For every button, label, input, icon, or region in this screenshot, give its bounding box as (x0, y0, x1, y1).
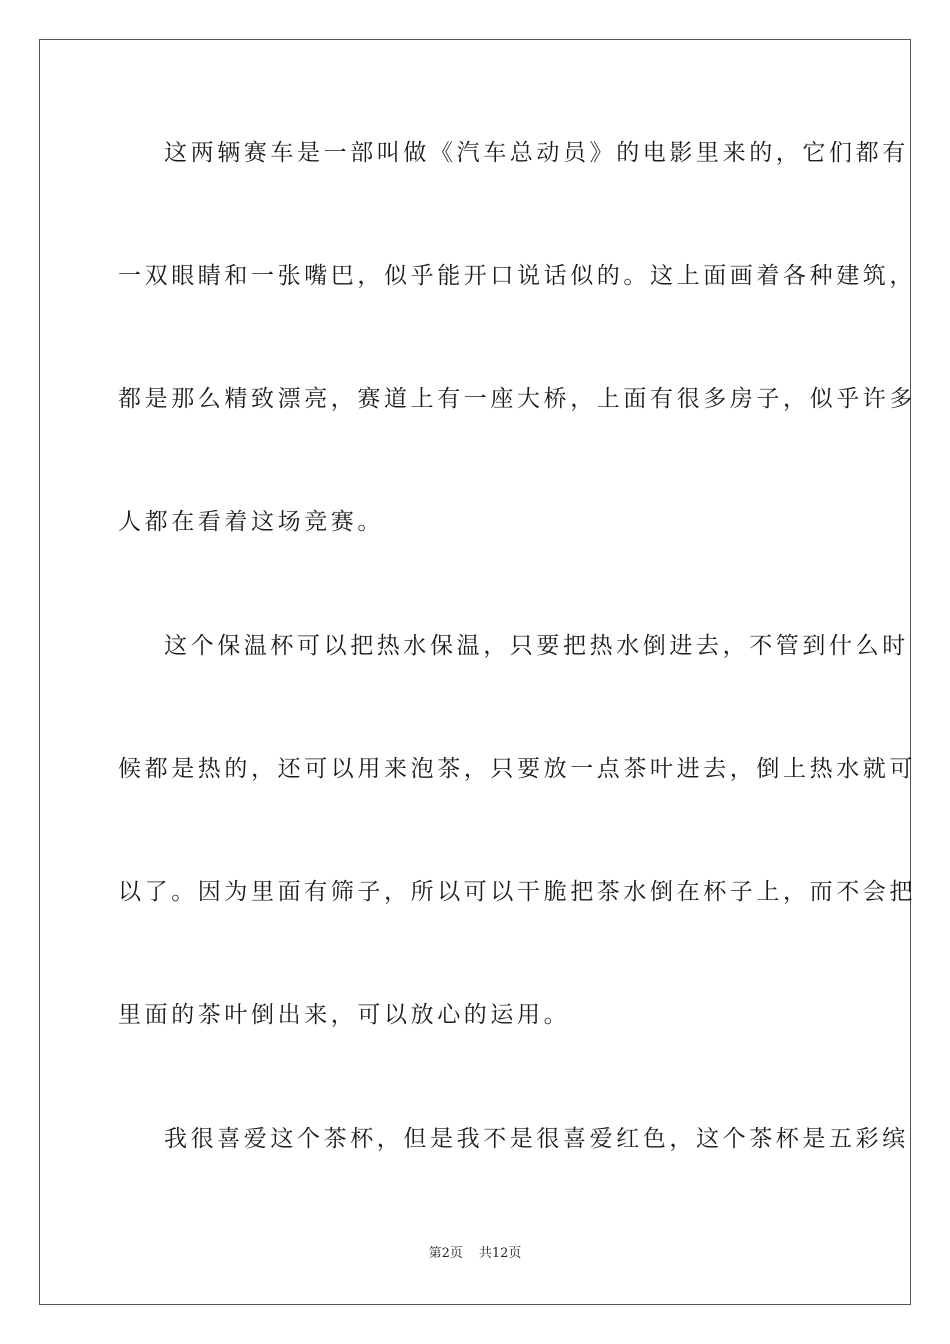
page-number: 第2页 (428, 1246, 463, 1261)
page-border (39, 39, 916, 1305)
text-line: 以了。因为里面有筛子，所以可以干脆把茶水倒在杯子上，而不会把 (118, 879, 916, 905)
text-line: 这个保温杯可以把热水保温，只要把热水倒进去，不管到什么时 (164, 633, 909, 659)
text-line: 里面的茶叶倒出来，可以放心的运用。 (118, 1002, 571, 1028)
text-line: 人都在看着这场竞赛。 (118, 509, 384, 535)
page-total: 共12页 (478, 1246, 522, 1261)
text-line: 都是那么精致漂亮，赛道上有一座大桥，上面有很多房子，似乎许多 (118, 386, 916, 412)
text-line: 候都是热的，还可以用来泡茶，只要放一点茶叶进去，倒上热水就可 (118, 756, 916, 782)
text-line: 我很喜爱这个茶杯，但是我不是很喜爱红色，这个茶杯是五彩缤 (164, 1126, 909, 1152)
text-line: 这两辆赛车是一部叫做《汽车总动员》的电影里来的，它们都有 (164, 140, 909, 166)
page-footer (0, 1245, 950, 1263)
text-line: 一双眼睛和一张嘴巴，似乎能开口说话似的。这上面画着各种建筑， (118, 263, 916, 289)
